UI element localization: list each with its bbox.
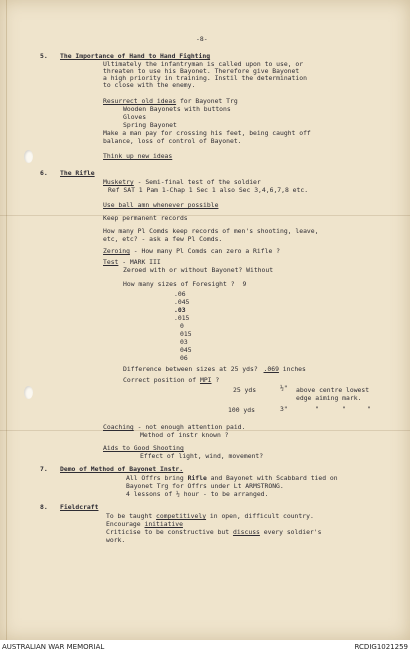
section-5-para-line: a high priority in training. Instil the determination [103, 74, 307, 82]
musketry-rest: - Semi-final test of the soldier [133, 178, 261, 186]
section-7-line: Bayonet Trg for Offrs under Lt ARMSTRONG. [126, 482, 284, 490]
idea-item: Wooden Bayonets with buttons [123, 105, 231, 113]
yds100-label: 100 yds [228, 406, 255, 414]
yds25-label: 25 yds [233, 386, 257, 394]
section-8-line3-u: discuss [232, 528, 260, 536]
archive-footer [0, 640, 410, 654]
section-8-line1-u: competitively [156, 512, 207, 520]
section-8-line1-pre: To be taught [106, 512, 157, 520]
difference-unit: inches [282, 365, 306, 373]
foresight-question [123, 281, 246, 288]
yds100-value: 3" [280, 405, 288, 413]
section-5-para-line: threaten to use his Bayonet. Therefore give Bayonet [103, 67, 300, 75]
section-8-line [106, 529, 321, 536]
section-5-para-line: to close with the enemy. [103, 81, 196, 89]
punch-hole [24, 150, 33, 163]
difference-text: Difference between sizes at 25 yds? [123, 365, 258, 373]
foresight-size: 06 [180, 354, 188, 362]
foresight-answer: 9 [242, 280, 247, 288]
section-8-title: Fieldcraft [60, 503, 99, 511]
footer-reference: RCDIG1021259 [354, 643, 408, 651]
ball-ammo-line: Use ball amn whenever possible [103, 201, 219, 209]
section-7-title: Demo of Method of Bayonet Instr. [60, 465, 184, 473]
idea-item: Gloves [123, 113, 147, 121]
section-5-title: The Importance of Hand to Hand Fighting [60, 52, 211, 60]
section-6-title: The Rifle [60, 169, 95, 177]
section-7-line1-post: and Bayonet with Scabbard tied on [206, 474, 338, 482]
ditto-mark: " [315, 405, 319, 413]
correct-position-line [123, 377, 219, 384]
think-new-ideas: Think up new ideas [103, 152, 173, 160]
section-5-para-line: Ultimately the infantryman is called upon to use, or [103, 60, 304, 68]
foresight-size: .015 [174, 314, 190, 322]
coaching-rest: - not enough attention paid. [133, 423, 246, 431]
section-8-line [106, 513, 314, 520]
man-pay-line: Make a man pay for crossing his feet, being caught off [103, 129, 311, 137]
musketry-line [103, 179, 261, 186]
section-8-line3-post: every soldier's [259, 528, 322, 536]
section-8-line3-pre: Criticise to be constructive but [106, 528, 233, 536]
correct-position-q: ? [215, 376, 220, 384]
coaching-label: Coaching [103, 423, 134, 431]
foresight-size: .06 [174, 290, 186, 298]
ditto-mark: " [342, 405, 346, 413]
difference-line [123, 366, 306, 373]
reference-line: Ref SAT 1 Pam 1-Chap 1 Sec 1 also Sec 3,4,6,7,8 etc. [108, 186, 309, 194]
section-8-line: work. [106, 536, 126, 544]
resurrect-rest: for Bayonet Trg [176, 97, 238, 105]
zeroed-line: Zeroed with or without Bayonet? Without [123, 266, 274, 274]
pl-comds-line: etc, etc? - ask a few Pl Comds. [103, 235, 223, 243]
section-6-number: 6. [40, 169, 48, 177]
resurrect-label: Resurrect old ideas [103, 97, 177, 105]
punch-hole [24, 386, 33, 399]
fold-line [0, 215, 410, 216]
page-number: -8- [196, 35, 208, 43]
section-5-number: 5. [40, 52, 48, 60]
idea-item: Spring Bayonet [123, 121, 177, 129]
aids-label: Aids to Good Shooting [103, 444, 184, 452]
aids-effect: Effect of light, wind, movement? [140, 452, 264, 460]
section-7-line: 4 lessons of ½ hour - to be arranged. [126, 490, 269, 498]
foresight-size: .03 [174, 306, 186, 314]
section-8-line2-pre: Encourage [106, 520, 145, 528]
footer-institution: AUSTRALIAN WAR MEMORIAL [2, 643, 105, 651]
musketry-label: Musketry [103, 178, 134, 186]
yds25-desc: above centre lowest [296, 386, 370, 394]
section-7-line [126, 475, 338, 482]
section-7-number: 7. [40, 465, 48, 473]
test-rest: - MARK III [118, 258, 161, 266]
difference-answer: .069 [263, 365, 279, 373]
foresight-size: 015 [180, 330, 192, 338]
coaching-line [103, 424, 245, 431]
test-label: Test [103, 258, 119, 266]
man-pay-line: balance, loss of control of Bayonet. [103, 137, 242, 145]
foresight-size: 0 [180, 322, 184, 330]
correct-position-label: Correct position of [123, 376, 197, 384]
correct-position-mark: MPI [199, 376, 212, 384]
yds25-desc: edge aiming mark. [296, 394, 362, 402]
zeroing-line [103, 248, 280, 255]
pl-comds-line: How many Pl Comds keep records of men's shooting, leave, [103, 227, 319, 235]
foresight-size: .045 [174, 298, 190, 306]
section-8-line [106, 521, 183, 528]
section-7-line1-pre: All Offrs bring [126, 474, 188, 482]
foresight-size: 045 [180, 346, 192, 354]
ditto-mark: " [367, 405, 371, 413]
section-8-line2-u: initiative [144, 520, 183, 528]
yds25-value: ½" [280, 384, 288, 392]
section-8-line1-post: in open, difficult country. [206, 512, 314, 520]
records-line: Keep permanent records [103, 214, 188, 222]
zeroing-label: Zeroing [103, 247, 130, 255]
zeroing-rest: - How many Pl Comds can zero a Rifle ? [129, 247, 280, 255]
foresight-size: 03 [180, 338, 188, 346]
resurrect-line [103, 98, 238, 105]
test-line [103, 259, 161, 266]
section-7-line1-bold: Rifle [187, 474, 207, 482]
foresight-question-text: How many sizes of Foresight ? [123, 280, 235, 288]
coaching-method: Method of instr known ? [140, 431, 229, 439]
section-8-number: 8. [40, 503, 48, 511]
